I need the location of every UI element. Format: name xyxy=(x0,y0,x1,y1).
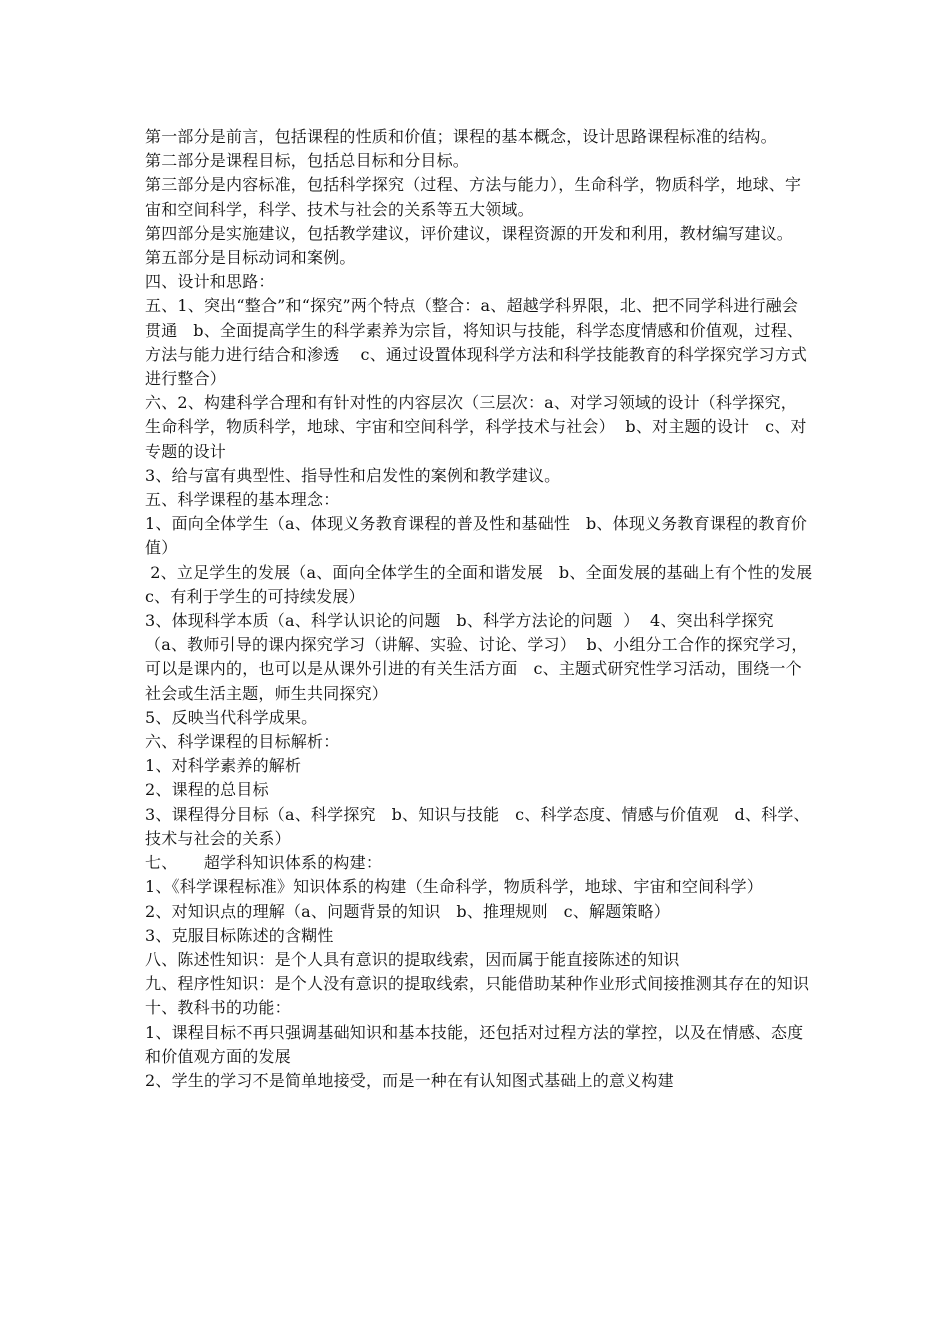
document-body xyxy=(145,125,829,1093)
paragraph-procedural-knowledge: 九、程序性知识：是个人没有意识的提取线索，只能借助某种作业形式间接推测其存在的知识 xyxy=(145,974,810,994)
paragraph-declarative-knowledge: 八、陈述性知识：是个人具有意识的提取线索，因而属于能直接陈述的知识 xyxy=(145,949,680,969)
paragraph-course-goals: 1、课程目标不再只强调基础知识和基本技能，还包括对过程方法的掌控，以及在情感、态度和价值观方面的发展 xyxy=(145,1022,804,1066)
paragraph-contemporary-achievements: 5、反映当代科学成果。 xyxy=(145,707,318,727)
heading-textbook-functions: 十、教科书的功能： xyxy=(145,998,291,1018)
paragraph-part-one: 第一部分是前言，包括课程的性质和价值；课程的基本概念，设计思路课程标准的结构。 xyxy=(145,127,777,146)
paragraph-part-three: 第三部分是内容标准，包括科学探究（过程、方法与能力），生命科学，物质科学，地球、宇宙和空间科学，科学、技术与社会的关系等五大领域。 xyxy=(145,175,802,219)
paragraph-science-nature: 3、体现科学本质（a、科学认识论的问题 b、科学方法论的问题 ） 4、突出科学探究（a、教师引导的课内探究学习（讲解、实验、讨论、学习） b、小组分工合作的探究学习，可以是课内的，也可以是从课外引进的有关生活方面 c、主题式研究性学习活动，围绕一个社会或生活主题，师生共同探究） xyxy=(145,611,808,703)
paragraph-goal-ambiguity: 3、克服目标陈述的含糊性 xyxy=(145,925,334,945)
paragraph-part-five: 第五部分是目标动词和案例。 xyxy=(145,248,356,268)
paragraph-literacy-analysis: 1、对科学素养的解析 xyxy=(145,756,302,776)
paragraph-sub-goals: 3、课程得分目标（a、科学探究 b、知识与技能 c、科学态度、情感与价值观 d、科学、技术与社会的关系） xyxy=(145,804,810,848)
heading-design-and-ideas: 四、设计和思路： xyxy=(145,272,275,292)
heading-goal-analysis: 六、科学课程的目标解析： xyxy=(145,732,340,752)
heading-knowledge-system: 七、 超学科知识体系的构建： xyxy=(145,853,383,873)
paragraph-standards-system: 1、《科学课程标准》知识体系的构建（生命科学，物质科学，地球、宇宙和空间科学） xyxy=(145,877,763,897)
paragraph-student-development: 2、立足学生的发展（a、面向全体学生的全面和谐发展 b、全面发展的基础上有个性的发展 c、有利于学生的可持续发展） xyxy=(145,562,829,606)
paragraph-student-learning: 2、学生的学习不是简单地接受，而是一种在有认知图式基础上的意义构建 xyxy=(145,1070,674,1090)
paragraph-part-two: 第二部分是课程目标，包括总目标和分目标。 xyxy=(145,151,470,171)
paragraph-knowledge-points: 2、对知识点的理解（a、问题背景的知识 b、推理规则 c、解题策略） xyxy=(145,901,671,921)
paragraph-case-suggestions: 3、给与富有典型性、指导性和启发性的案例和教学建议。 xyxy=(145,465,561,485)
paragraph-part-four: 第四部分是实施建议，包括教学建议，评价建议，课程资源的开发和利用，教材编写建议。 xyxy=(145,223,794,243)
paragraph-integration-inquiry: 五、1、突出“整合”和“探究”两个特点（整合：a、超越学科界限，北、把不同学科进行融会贯通 b、全面提高学生的科学素养为宗旨，将知识与技能，科学态度情感和价值观，过程、方法与能力进行结合和渗透 c、通过设置体现科学方法和科学技能教育的科学探究学习方式进行整合） xyxy=(145,296,808,389)
paragraph-overall-goal: 2、课程的总目标 xyxy=(145,780,269,800)
paragraph-all-students: 1、面向全体学生（a、体现义务教育课程的普及性和基础性 b、体现义务教育课程的教育价值） xyxy=(145,514,808,558)
paragraph-content-levels: 六、2、构建科学合理和有针对性的内容层次（三层次：a、对学习领域的设计（科学探究，生命科学，物质科学，地球、宇宙和空间科学，科学技术与社会） b、对主题的设计 c、对专题的设计 xyxy=(145,393,807,461)
heading-basic-concepts: 五、科学课程的基本理念： xyxy=(145,490,340,510)
